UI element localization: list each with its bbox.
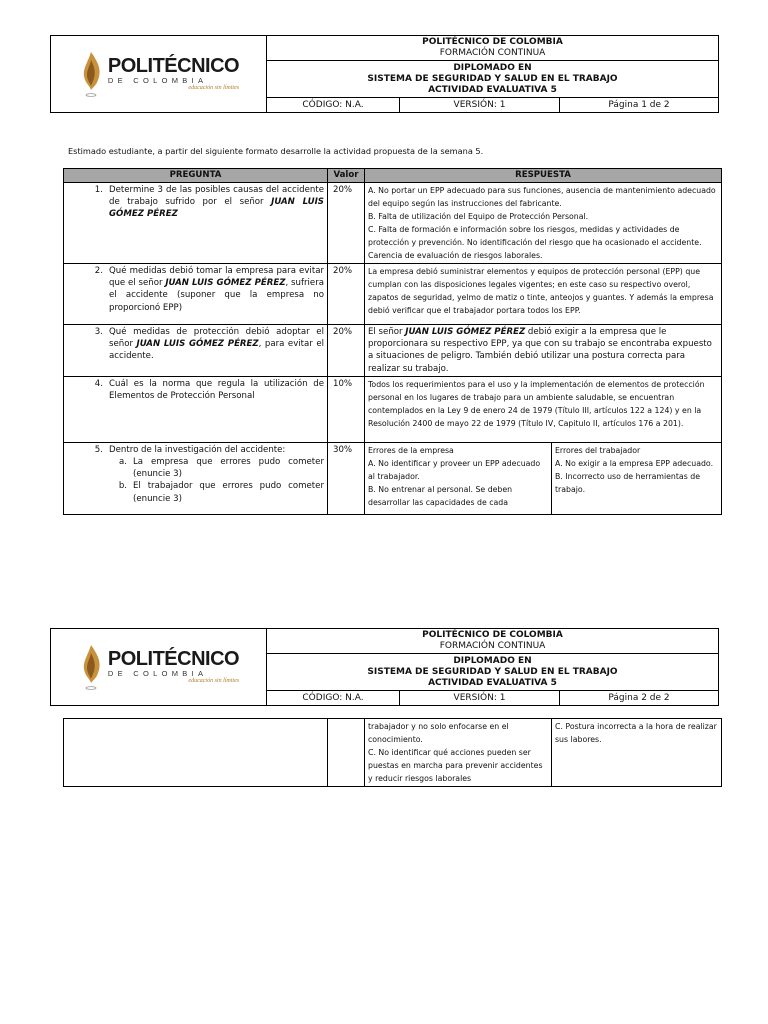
worker-errors-cell: Errores del trabajador A. No exigir a la empresa EPP adecuado. B. Incorrecto uso de herramientas de trabajo.	[552, 442, 722, 514]
logo-name: POLITÉCNICO	[107, 55, 240, 77]
page-number-cell: Página 1 de 2	[560, 98, 719, 113]
flame-logo-icon	[78, 50, 104, 98]
code-cell: CÓDIGO: N.A.	[267, 98, 400, 113]
table-row: 3. Qué medidas de protección debió adoptar el señor JUAN LUIS GÓMEZ PÉREZ, para evitar el accidente. 20% El señor JUAN LUIS GÓMEZ PÉREZ debió exigir a la empresa que le proporcionara su respectivo EPP, ya que con su trabajo se encontraba expuesto a situaciones de peligro. También debió utilizar una postura correcta para realizar su trabajo.	[64, 325, 722, 377]
answer-cell: La empresa debió suministrar elementos y equipos de protección personal (EPP) que cumplan con las disposiciones legales vigentes; en este caso su respectivo overol, zapatos de seguridad, yelmo de matiz o tinte, anteojos y guantes. Y además la empresa debió verificar que el trabajador portara todos los EPP.	[365, 264, 722, 325]
table-row	[64, 719, 722, 787]
question-value: 10%	[328, 376, 365, 442]
question-table	[63, 168, 722, 515]
logo-tagline: educación sin límites	[188, 85, 240, 91]
table-row: 2. Qué medidas debió tomar la empresa para evitar que el señor JUAN LUIS GÓMEZ PÉREZ, sufriera el accidente (suponer que la empresa no proporcionó EPP) 20% La empresa debió suministrar elementos y equipos de protección personal (EPP) que cumplan con las disposiciones legales vigentes; en este caso su respectivo overol, zapatos de seguridad, yelmo de matiz o tinte, anteojos y guantes. Y además la empresa debió verificar que el trabajador portara todos los EPP.	[64, 264, 722, 325]
activity-title: ACTIVIDAD EVALUATIVA 5	[428, 84, 557, 95]
department-name: FORMACIÓN CONTINUA	[439, 48, 546, 58]
company-errors-cell: Errores de la empresa A. No identificar y proveer un EPP adecuado al trabajador. B. No entrenar al personal. Se deben desarrollar las capacidades de cada	[365, 442, 552, 514]
version-cell: VERSIÓN: 1	[400, 98, 560, 113]
document-header-page-1	[50, 35, 719, 113]
question-text: Cuál es la norma que regula la utilización de Elementos de Protección Personal	[109, 378, 324, 402]
question-text: Qué medidas de protección debió adoptar el señor JUAN LUIS GÓMEZ PÉREZ, para evitar el accidente.	[109, 327, 325, 362]
company-errors-cell: trabajador y no solo enfocarse en el conocimiento. C. No identificar qué acciones pueden ser puestas en marcha para prevenir accidentes y reducir riesgos laborales	[365, 719, 552, 787]
header-value: Valor	[328, 169, 365, 183]
logo	[51, 36, 267, 113]
question-value: 20%	[328, 264, 365, 325]
department-name: FORMACIÓN CONTINUA	[439, 641, 546, 651]
logo: POLITÉCNICO DE COLOMBIA educación sin límites	[51, 629, 267, 706]
document-header-page-2	[50, 628, 719, 706]
question-number: 1.	[94, 185, 103, 195]
institution-name: POLITÉCNICO DE COLOMBIA	[422, 37, 563, 47]
header-question: PREGUNTA	[64, 169, 328, 183]
question-text: Qué medidas debió tomar la empresa para evitar que el señor JUAN LUIS GÓMEZ PÉREZ, sufriera el accidente (suponer que la empresa no proporcionó EPP)	[109, 266, 325, 313]
question-value: 20%	[328, 183, 365, 264]
code-cell: CÓDIGO: N.A.	[267, 691, 400, 706]
page-number-cell: Página 2 de 2	[560, 691, 719, 706]
program-line-1: DIPLOMADO EN	[453, 62, 532, 73]
table-row: 4. Cuál es la norma que regula la utilización de Elementos de Protección Personal 10% Todos los requerimientos para el uso y la implementación de elementos de protección personal en los lugares de trabajo para un ambiente saludable, se encuentran contemplados en la Ley 9 de enero 24 de 1979 (Título III, artículos 122 a 124) y en la Resolución 2400 de mayo 22 de 1979 (Título IV, Capitulo II, artículos 176 a 201).	[64, 376, 722, 442]
question-value: 30%	[328, 442, 365, 514]
sub-question: El trabajador que errores pudo cometer (enuncie 3)	[133, 481, 324, 504]
question-value: 20%	[328, 325, 365, 377]
intro-text: Estimado estudiante, a partir del siguiente formato desarrolle la actividad propuesta de la semana 5.	[68, 146, 484, 156]
logo-subtitle: DE COLOMBIA	[107, 76, 208, 85]
continuation-table	[63, 718, 722, 787]
empty-value-cell	[328, 719, 365, 787]
header-answer: RESPUESTA	[365, 169, 722, 183]
answer-cell: Todos los requerimientos para el uso y la implementación de elementos de protección personal en los lugares de trabajo para un ambiente saludable, se encuentran contemplados en la Ley 9 de enero 24 de 1979 (Título III, artículos 122 a 124) y en la Resolución 2400 de mayo 22 de 1979 (Título IV, Capitulo II, artículos 176 a 201).	[365, 376, 722, 442]
program-line-1: DIPLOMADO EN	[453, 655, 532, 666]
question-text: Dentro de la investigación del accidente:	[109, 444, 286, 455]
version-cell: VERSIÓN: 1	[400, 691, 560, 706]
program-line-2: SISTEMA DE SEGURIDAD Y SALUD EN EL TRABAJO	[367, 73, 618, 84]
program-line-2: SISTEMA DE SEGURIDAD Y SALUD EN EL TRABAJO	[367, 666, 618, 677]
table-row: 5. Dentro de la investigación del accidente: a. La empresa que errores pudo cometer (enuncie 3) b. El trabajador que errores pudo cometer (enuncie 3) 30% Errores de la empresa A. No identificar y proveer un EPP adecuado al trabajador. B. No entrenar al personal. Se deben desarrollar las capacidades de cada Errores del trabajador A. No exigir a la empresa EPP adecuado. B. Incorrecto uso de herramientas de trabajo.	[64, 442, 722, 514]
flame-logo-icon	[78, 643, 104, 691]
worker-errors-cell: C. Postura incorrecta a la hora de realizar sus labores.	[552, 719, 722, 787]
institution-name: POLITÉCNICO DE COLOMBIA	[422, 630, 563, 640]
empty-question-cell	[64, 719, 328, 787]
table-row	[64, 183, 722, 264]
sub-question: La empresa que errores pudo cometer (enuncie 3)	[133, 457, 324, 480]
answer-cell: El señor JUAN LUIS GÓMEZ PÉREZ debió exigir a la empresa que le proporcionara su respectivo EPP, ya que con su trabajo se encontraba expuesto a situaciones de peligro. También debió utilizar una postura correcta para realizar su trabajo.	[365, 325, 722, 377]
question-text: Determine 3 de las posibles causas del accidente de trabajo sufrido por el señor JUAN LUIS GÓMEZ PÉREZ	[109, 185, 324, 220]
answer-cell: A. No portar un EPP adecuado para sus funciones, ausencia de mantenimiento adecuado del equipo según las instrucciones del fabricante. B. Falta de utilización del Equipo de Protección Personal. C. Falta de formación e información sobre los riesgos, medidas y actividades de protección y prevención. No identificación del riesgo que ha ocasionado el accidente. Carencia de evaluación de riesgos laborales.	[365, 183, 722, 264]
activity-title: ACTIVIDAD EVALUATIVA 5	[428, 677, 557, 688]
